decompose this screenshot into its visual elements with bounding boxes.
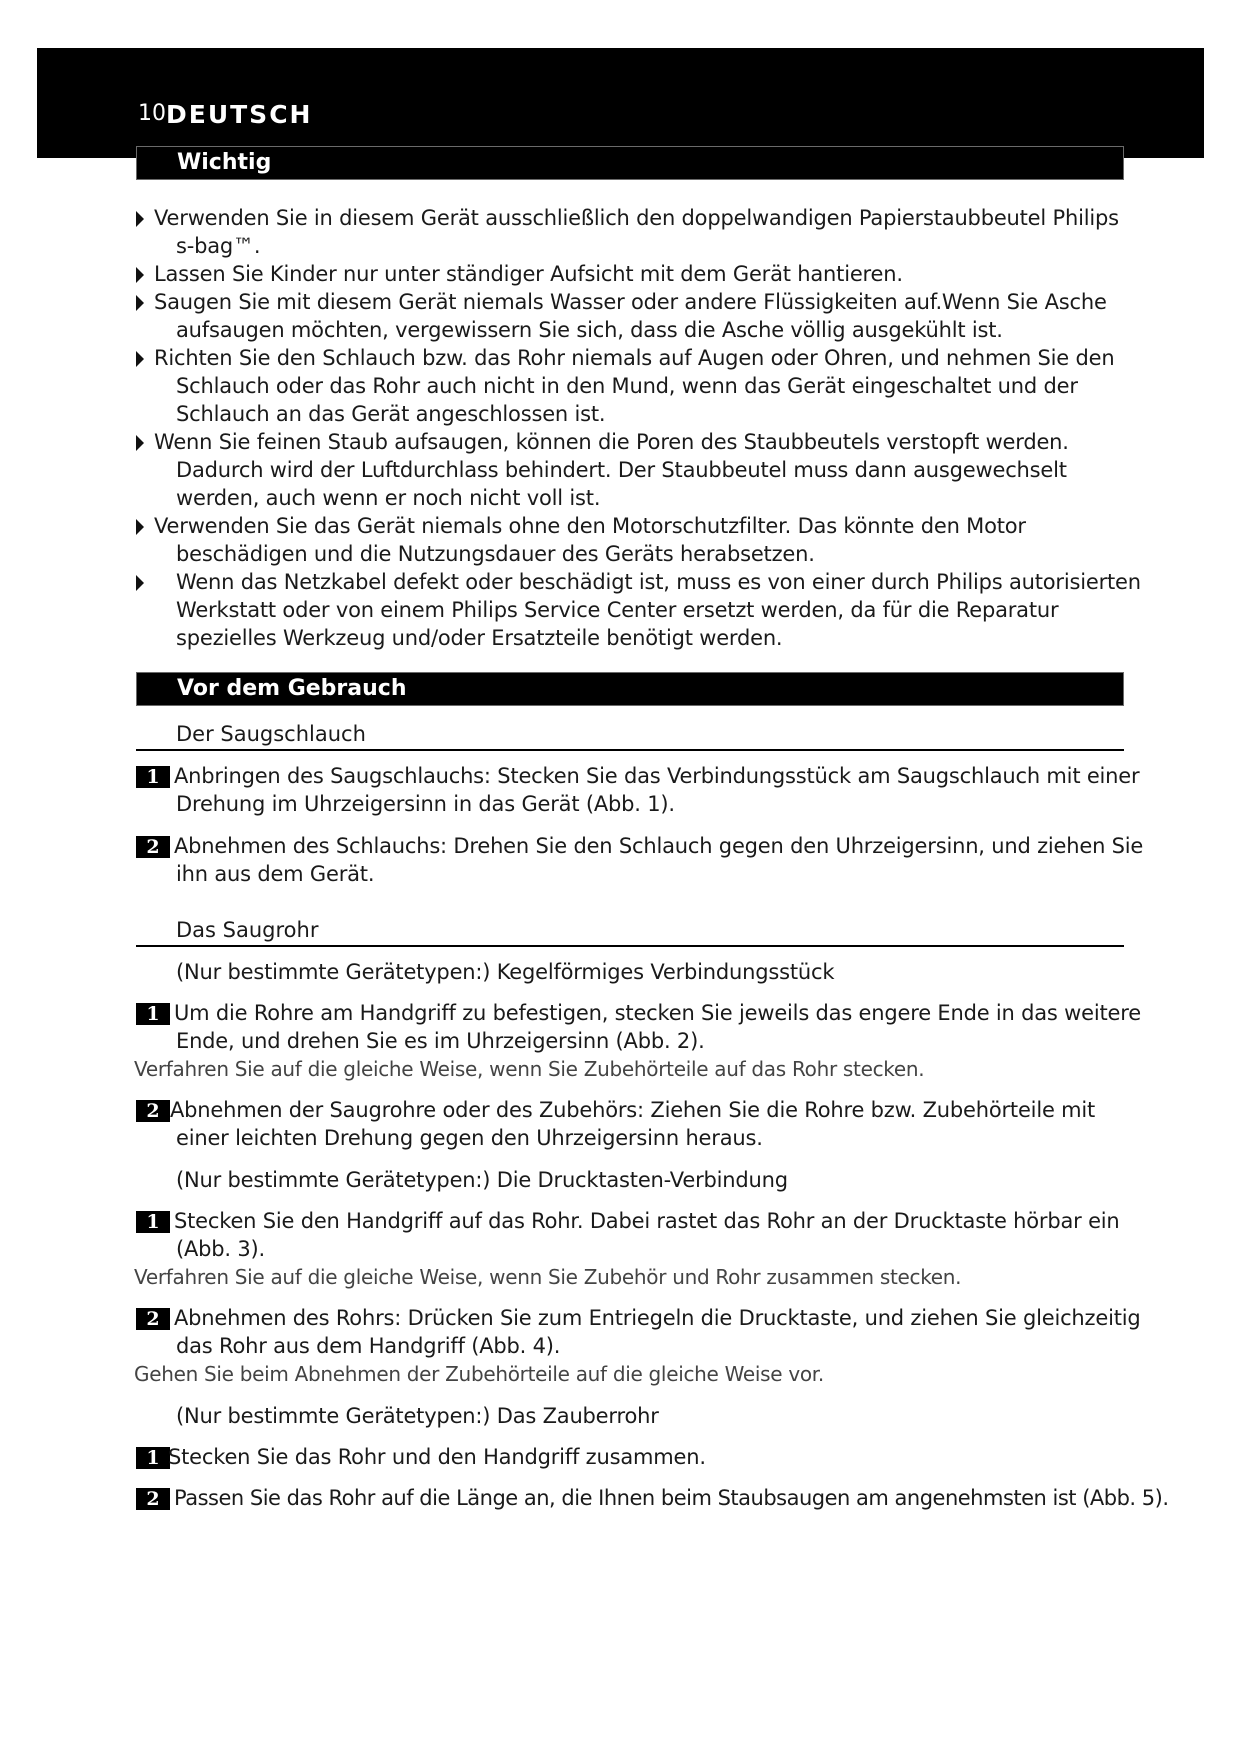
heading-rule [136,945,1124,947]
model-variant-label: (Nur bestimmte Gerätetypen:) Die Drucktasten-Verbindung [176,1168,788,1192]
step-number-badge: 1 [136,1003,170,1025]
subsection-heading-saugrohr: Das Saugrohr [176,918,319,942]
list-item-line: Schlauch an das Gerät angeschlossen ist. [176,402,606,426]
section-title: Vor dem Gebrauch [177,676,407,701]
step-text-line: ihn aus dem Gerät. [176,862,375,886]
bullet-icon [136,351,144,367]
step-text-line: Abnehmen des Schlauchs: Drehen Sie den Schlauch gegen den Uhrzeigersinn, und ziehen Sie [174,834,1144,858]
list-item-line: Wenn das Netzkabel defekt oder beschädigt ist, muss es von einer durch Philips autorisierten [176,570,1141,594]
list-item-line: Werkstatt oder von einem Philips Service Center ersetzt werden, da für die Reparatur [176,598,1059,622]
section-title: Wichtig [177,150,272,175]
step-text-line: Anbringen des Saugschlauchs: Stecken Sie das Verbindungsstück am Saugschlauch mit einer [174,764,1140,788]
step-number-badge: 2 [136,836,170,858]
list-item-line: Verwenden Sie in diesem Gerät ausschließlich den doppelwandigen Papierstaubbeutel Philips [154,206,1119,230]
note-text: Gehen Sie beim Abnehmen der Zubehörteile auf die gleiche Weise vor. [134,1362,824,1386]
bullet-icon [136,267,144,283]
step-number-badge: 1 [136,766,170,788]
list-item-line: Lassen Sie Kinder nur unter ständiger Aufsicht mit dem Gerät hantieren. [154,262,903,286]
note-text: Verfahren Sie auf die gleiche Weise, wenn Sie Zubehör und Rohr zusammen stecken. [134,1265,962,1289]
page-number: 10 [138,101,166,126]
model-variant-label: (Nur bestimmte Gerätetypen:) Kegelförmiges Verbindungsstück [176,960,835,984]
step-number-badge: 2 [136,1100,170,1122]
model-variant-label: (Nur bestimmte Gerätetypen:) Das Zauberrohr [176,1404,659,1428]
section-bar-vor-dem-gebrauch [136,672,1124,706]
section-bar-wichtig [136,146,1124,180]
note-text: Verfahren Sie auf die gleiche Weise, wenn Sie Zubehörteile auf das Rohr stecken. [134,1057,925,1081]
step-number-badge: 1 [136,1211,170,1233]
bullet-icon [136,295,144,311]
list-item-line: spezielles Werkzeug und/oder Ersatzteile benötigt werden. [176,626,783,650]
list-item-line: s-bag™. [176,234,261,258]
step-number-badge: 2 [136,1488,170,1510]
bullet-icon [136,575,144,591]
step-text-line: Passen Sie das Rohr auf die Länge an, die Ihnen beim Staubsaugen am angenehmsten ist (Abb. 5). [174,1486,1169,1510]
step-number-badge: 2 [136,1308,170,1330]
list-item-line: Richten Sie den Schlauch bzw. das Rohr niemals auf Augen oder Ohren, und nehmen Sie den [154,346,1115,370]
step-text-line: Stecken Sie den Handgriff auf das Rohr. Dabei rastet das Rohr an der Drucktaste hörbar ein [174,1209,1120,1233]
step-text-line: (Abb. 3). [176,1237,265,1261]
list-item-line: Schlauch oder das Rohr auch nicht in den Mund, wenn das Gerät eingeschaltet und der [176,374,1078,398]
list-item-line: Saugen Sie mit diesem Gerät niemals Wasser oder andere Flüssigkeiten auf.Wenn Sie Asche [154,290,1107,314]
heading-rule [136,749,1124,751]
step-text-line: Drehung im Uhrzeigersinn in das Gerät (Abb. 1). [176,792,675,816]
list-item-line: Wenn Sie feinen Staub aufsaugen, können die Poren des Staubbeutels verstopft werden. [154,430,1069,454]
step-text-line: Abnehmen der Saugrohre oder des Zubehörs: Ziehen Sie die Rohre bzw. Zubehörteile mit [170,1098,1096,1122]
list-item-line: Dadurch wird der Luftdurchlass behindert. Der Staubbeutel muss dann ausgewechselt [176,458,1067,482]
subsection-heading-saugschlauch: Der Saugschlauch [176,722,366,746]
step-text-line: Um die Rohre am Handgriff zu befestigen, stecken Sie jeweils das engere Ende in das weitere [174,1001,1141,1025]
step-text-line: Stecken Sie das Rohr und den Handgriff zusammen. [168,1445,706,1469]
bullet-icon [136,519,144,535]
bullet-icon [136,435,144,451]
step-text-line: Ende, und drehen Sie es im Uhrzeigersinn (Abb. 2). [176,1029,705,1053]
step-text-line: das Rohr aus dem Handgriff (Abb. 4). [176,1334,561,1358]
language-title: DEUTSCH [166,100,313,129]
list-item-line: werden, auch wenn er noch nicht voll ist. [176,486,601,510]
step-text-line: Abnehmen des Rohrs: Drücken Sie zum Entriegeln die Drucktaste, und ziehen Sie gleichzeitig [174,1306,1141,1330]
bullet-icon [136,211,144,227]
list-item-line: beschädigen und die Nutzungsdauer des Geräts herabsetzen. [176,542,815,566]
step-number-badge: 1 [136,1447,170,1469]
step-text-line: einer leichten Drehung gegen den Uhrzeigersinn heraus. [176,1126,763,1150]
list-item-line: aufsaugen möchten, vergewissern Sie sich, dass die Asche völlig ausgekühlt ist. [176,318,1003,342]
list-item-line: Verwenden Sie das Gerät niemals ohne den Motorschutzfilter. Das könnte den Motor [154,514,1026,538]
